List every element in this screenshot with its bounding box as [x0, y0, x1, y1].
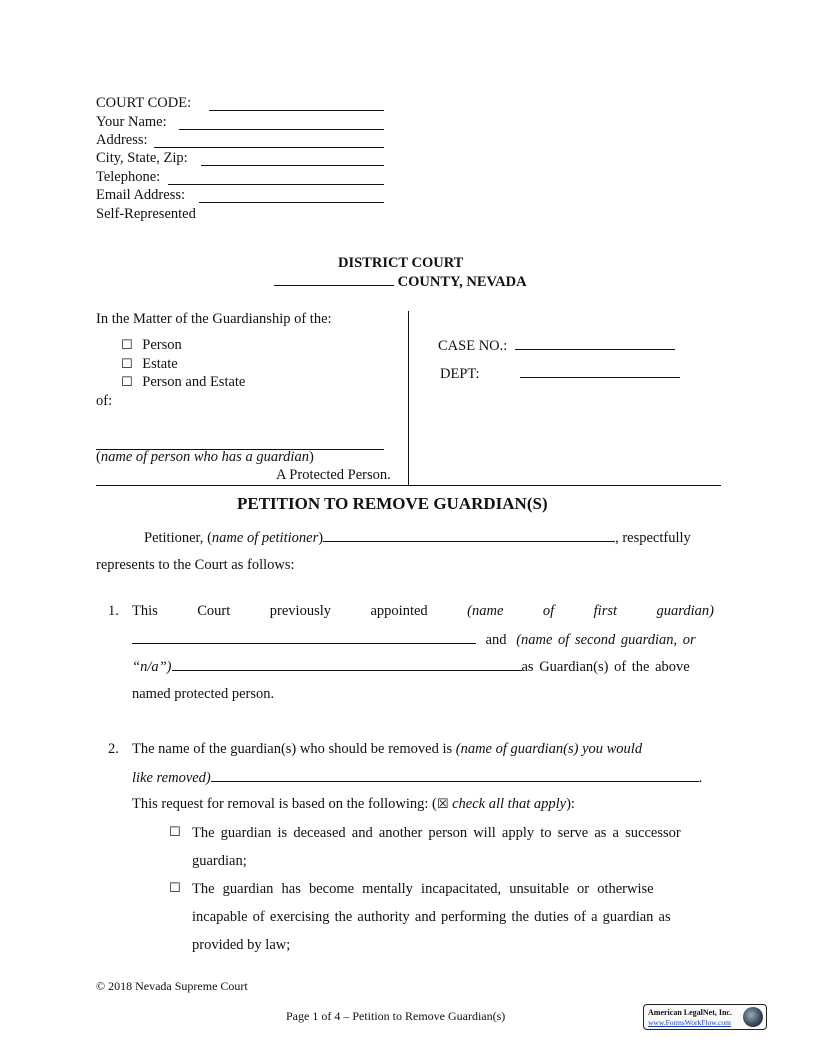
- item1-number: 1.: [108, 603, 119, 619]
- telephone-field: [96, 169, 160, 186]
- word: of: [542, 603, 555, 619]
- of-label: of:: [96, 393, 113, 409]
- dept-label: DEPT:: [440, 366, 480, 382]
- respectfully-text: , respectfully: [615, 530, 691, 546]
- document-title: PETITION TO REMOVE GUARDIAN(S): [237, 494, 548, 513]
- item1-line3: [132, 658, 690, 676]
- checkbox-icon[interactable]: ☐: [121, 338, 133, 353]
- checkbox-icon[interactable]: ☐: [121, 357, 133, 372]
- telephone-blank[interactable]: [168, 172, 384, 185]
- represents-text: represents to the Court as follows:: [96, 557, 295, 573]
- logo-name: American LegalNet, Inc.: [648, 1008, 732, 1017]
- logo-url[interactable]: www.FormsWorkFlow.com: [648, 1018, 732, 1027]
- reason-incapacitated-line3: provided by law;: [192, 937, 291, 953]
- basis-line: [132, 796, 575, 813]
- copyright-text: © 2018 Nevada Supreme Court: [96, 979, 248, 993]
- address-field: [96, 132, 148, 149]
- case-no-field: [438, 337, 675, 355]
- option-estate[interactable]: [121, 356, 178, 373]
- dept-blank[interactable]: [520, 365, 680, 378]
- option-person-and-estate[interactable]: [121, 374, 245, 391]
- email-blank[interactable]: [199, 190, 384, 203]
- option-label: Person: [142, 337, 182, 353]
- option-label: Estate: [142, 356, 178, 372]
- item2-period: .: [698, 770, 703, 786]
- publisher-logo: [643, 1004, 767, 1030]
- address-blank[interactable]: [154, 135, 384, 148]
- city-state-zip-label: City, State, Zip:: [96, 150, 188, 166]
- county-blank[interactable]: [274, 273, 394, 286]
- reason-incapacitated-line1: The guardian has become mentally incapacitated, unsuitable or otherwise: [192, 881, 654, 897]
- check-all-text: check all that apply: [452, 796, 567, 812]
- item1-line4: named protected person.: [132, 686, 275, 702]
- protected-person-label: A Protected Person.: [276, 467, 391, 483]
- petitioner-name-blank[interactable]: [323, 529, 615, 542]
- court-code-field: [96, 95, 191, 112]
- na-hint: “n/a”): [132, 659, 172, 675]
- checkbox-icon[interactable]: ☐: [169, 881, 181, 896]
- email-label: Email Address:: [96, 187, 186, 203]
- matter-of-text: In the Matter of the Guardianship of the:: [96, 311, 332, 327]
- as-guardian-text: as Guardian(s) of the above: [521, 659, 690, 675]
- word: This: [132, 603, 158, 619]
- item2-line1: [132, 741, 642, 758]
- court-code-blank[interactable]: [209, 98, 384, 111]
- reason-deceased-text: [192, 819, 720, 875]
- page-footer-text: Page 1 of 4 – Petition to Remove Guardian(s): [286, 1009, 506, 1023]
- petitioner-label: Petitioner,: [144, 530, 204, 546]
- item2-number: 2.: [108, 741, 119, 757]
- item2-hint2: like removed): [132, 770, 211, 786]
- word: appointed: [370, 603, 428, 619]
- word: Court: [197, 603, 231, 619]
- reason-incapacitated-text: [192, 875, 720, 959]
- address-label: Address:: [96, 132, 148, 148]
- checkbox-icon[interactable]: ☐: [169, 825, 181, 840]
- caption-bottom-rule: [96, 485, 721, 486]
- court-code-label: COURT CODE:: [96, 95, 192, 111]
- county-line: [274, 273, 527, 291]
- option-person[interactable]: [121, 337, 182, 354]
- second-guardian-blank[interactable]: [172, 658, 522, 671]
- reason-incapacitated-checkbox[interactable]: [169, 880, 181, 897]
- name-hint: (name of person who has a guardian): [96, 449, 314, 465]
- self-represented-label: Self-Represented: [96, 206, 196, 222]
- caption-divider: [408, 311, 409, 486]
- intro-line: Petitioner, (name of petitioner) , respectfully: [144, 530, 691, 546]
- item1-line2: [132, 631, 696, 649]
- reason-incapacitated-line2: incapable of exercising the authority and performing the duties of a guardian as: [192, 909, 671, 925]
- email-field: [96, 187, 185, 204]
- basis-text: This request for removal is based on the following: (: [132, 796, 437, 812]
- your-name-blank[interactable]: [179, 117, 384, 130]
- dept-field: [440, 365, 680, 383]
- word: guardian): [656, 603, 714, 619]
- and-text: and: [485, 632, 507, 648]
- reason-text: The guardian is deceased and another person will apply to serve as a successor: [192, 825, 681, 841]
- your-name-field: [96, 114, 167, 131]
- item1-line1: [132, 603, 714, 620]
- your-name-label: Your Name:: [96, 114, 167, 130]
- word: first: [593, 603, 618, 619]
- county-label: COUNTY, NEVADA: [397, 274, 527, 290]
- option-label: Person and Estate: [142, 374, 246, 390]
- guardian-to-remove-blank[interactable]: [211, 769, 699, 782]
- item2-text: The name of the guardian(s) who should be removed is: [132, 741, 453, 757]
- case-no-blank[interactable]: [515, 337, 675, 350]
- word: previously: [269, 603, 331, 619]
- word: (name: [467, 603, 504, 619]
- name-hint-text: name of person who has a guardian: [100, 449, 309, 465]
- reason-deceased-line1: [192, 819, 720, 847]
- reason-deceased-checkbox[interactable]: [169, 824, 181, 841]
- basis-end: ):: [566, 796, 575, 812]
- court-title: DISTRICT COURT: [338, 255, 464, 271]
- petitioner-hint: name of petitioner: [211, 530, 319, 546]
- first-guardian-blank[interactable]: [132, 631, 476, 644]
- globe-icon: [743, 1007, 763, 1027]
- city-state-zip-blank[interactable]: [201, 153, 384, 166]
- case-no-label: CASE NO.:: [438, 338, 508, 354]
- city-state-zip-field: [96, 150, 188, 167]
- item2-line2: [132, 769, 702, 787]
- item2-hint1: (name of guardian(s) you would: [455, 741, 643, 757]
- reason-deceased-line2: guardian;: [192, 853, 247, 869]
- checkbox-icon[interactable]: ☐: [121, 375, 133, 390]
- second-guardian-hint: (name of second guardian, or: [516, 632, 696, 648]
- telephone-label: Telephone:: [96, 169, 161, 185]
- checked-box-icon: ☒: [436, 797, 449, 812]
